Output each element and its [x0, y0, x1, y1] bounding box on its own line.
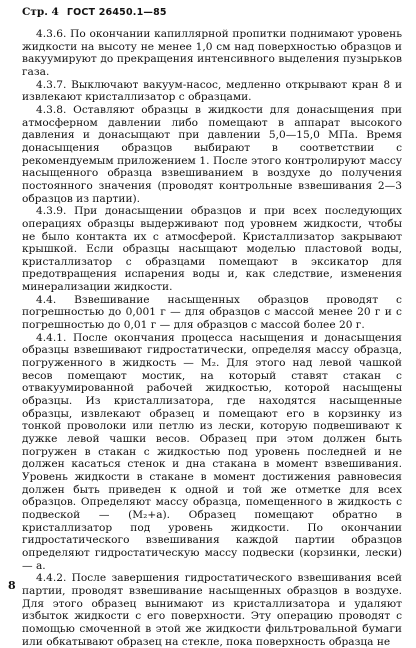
paragraph-4-4: 4.4. Взвешивание насыщенных образцов проводят с погрешностью до 0,001 г — для образцов с массой менее 20 г и с погрешностью до 0,01 г — для образцов с массой более 20 г. [22, 293, 402, 332]
page-header [22, 6, 402, 28]
paragraph-4-4-1: 4.4.1. После окончания процесса насыщения и донасыщения образцы взвешивают гидростатически, определяя массу образца, погруженного в жидкость — M₂. Для этого над левой чашкой весов помещают мостик, на который ставят стакан с отвакуумированной рабочей жидкостью, которой насыщены образцы. Из кристаллизатора, где находятся насыщенные образцы, извлекают образец и помещают его в корзинку из тонкой проволоки или петлю из лески, которую подвешивают к дужке левой чашки весов. Образец при этом должен быть погружен в стакан с жидкостью под уровень последней и не должен касаться стенок и дна стакана в момент взвешивания. Уровень жидкости в стакане в момент достижения равновесия должен быть приведен к одной и той же отметке для всех образцов. Определяют массу образца, помещенного в жидкость с подвеской — (M₂+a). Образец помещают обратно в кристаллизатор под уровень жидкости. По окончании гидростатического взвешивания каждой партии образцов определяют гидростатическую массу подвески (корзинки, лески) — a. [22, 331, 402, 572]
paragraph-4-3-8: 4.3.8. Оставляют образцы в жидкости для донасыщения при атмосферном давлении либо помещают в аппарат высокого давления и донасыщают при давлении 5,0—15,0 МПа. Время донасыщения образцов выбирают в соответствии с рекомендуемым приложением 1. После этого контролируют массу насыщенного образца взвешиванием в воздухе до получения постоянного значения (проводят контрольные взвешивания 2—3 образцов из партии). [22, 103, 402, 205]
footer-mark: 8 [8, 579, 16, 592]
paragraph-4-3-9: 4.3.9. При донасыщении образцов и при всех последующих операциях образцы выдерживают под уровнем жидкости, чтобы не было контакта их с атмосферой. Кристаллизатор закрывают крышкой. Если образцы насыщают моделью пластовой воды, кристаллизатор с образцами помещают в эксикатор для предотвращения испарения воды и, как следствие, изменения минерализации жидкости. [22, 205, 402, 294]
paragraph-4-4-2: 4.4.2. После завершения гидростатического взвешивания всей партии, проводят взвешивание насыщенных образцов в воздухе. Для этого образец вынимают из кристаллизатора и удаляют избыток жидкости с его поверхности. Эту операцию проводят с помощью смоченной в этой же жидкости фильтровальной бумаги или обкатывают образец на стекле, пока поверхность образца не [22, 572, 402, 648]
paragraph-4-3-6: 4.3.6. По окончании капиллярной пропитки поднимают уровень жидкости на высоту не менее 1,0 см над поверхностью образцов и вакуумируют до прекращения интенсивного выделения пузырьков газа. [22, 28, 402, 78]
standard-number: ГОСТ 26450.1—85 [66, 7, 167, 18]
paragraph-4-3-7: 4.3.7. Выключают вакуум-насос, медленно открывают кран 8 и извлекают кристаллизатор с образцами. [22, 78, 402, 104]
page-label: Стр. 4 [22, 6, 59, 18]
